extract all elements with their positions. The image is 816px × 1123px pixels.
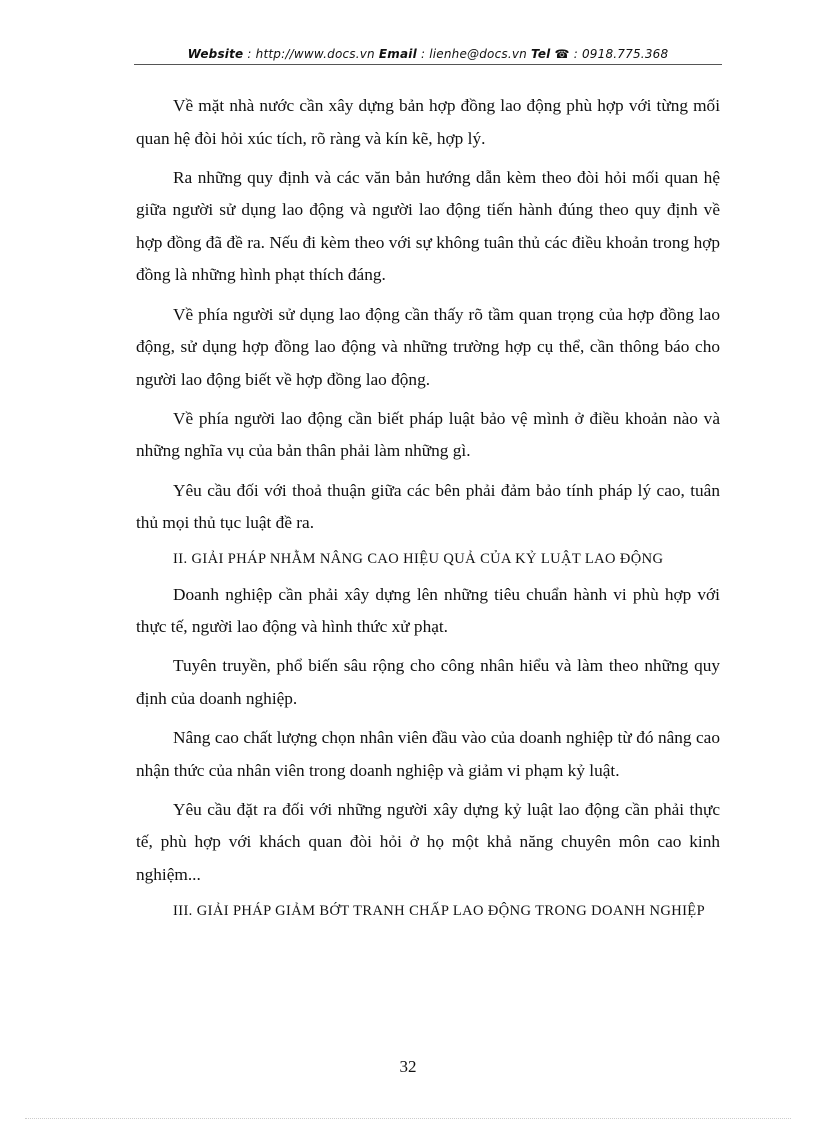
- paragraph-8: Nâng cao chất lượng chọn nhân viên đầu vào của doanh nghiệp từ đó nâng cao nhận thức của nhân viên trong doanh nghiệp và giảm vi phạm kỷ luật.: [136, 728, 720, 780]
- paragraph-6: Doanh nghiệp cần phải xây dựng lên những tiêu chuẩn hành vi phù hợp với thực tế, người lao động và hình thức xử phạt.: [136, 584, 720, 637]
- paragraph-4: Về phía người lao động cần biết pháp luật bảo vệ mình ở điều khoản nào và những nghĩa vụ của bản thân phải làm những gì.: [136, 408, 720, 461]
- bottom-divider: [25, 1118, 791, 1119]
- website-label: Website: [187, 47, 244, 61]
- phone-icon: ☎: [554, 47, 570, 61]
- section-heading-2: II. GIẢI PHÁP NHẰM NÂNG CAO HIỆU QUẢ CỦA KỶ LUẬT LAO ĐỘNG: [173, 551, 664, 568]
- page-number: 32: [399, 1057, 417, 1076]
- website-url: : http://www.docs.vn: [247, 47, 375, 61]
- document-body: [136, 90, 720, 931]
- paragraph-9: Yêu cầu đặt ra đối với những người xây dựng kỷ luật lao động cần phải thực tế, phù hợp với khách quan đòi hỏi ở họ một khả năng chuyên môn cao kinh nghiệm...: [136, 799, 720, 884]
- paragraph-3: Về phía người sử dụng lao động cần thấy rõ tầm quan trọng của hợp đồng lao động, sử dụng hợp đồng lao động và những trường hợp cụ thể, cần thông báo cho người lao động biết về hợp đồng lao động.: [136, 304, 720, 389]
- paragraph-2: Ra những quy định và các văn bản hướng dẫn kèm theo đòi hỏi mối quan hệ giữa người sử dụng lao động và người lao động tiến hành đúng theo quy định về hợp đồng đã đề ra. Nếu đi kèm theo với sự không tuân thủ các điều khoản trong hợp đồng là những hình phạt thích đáng.: [136, 167, 720, 285]
- paragraph-7: Tuyên truyền, phổ biến sâu rộng cho công nhân hiểu và làm theo những quy định của doanh nghiệp.: [136, 656, 720, 708]
- paragraph-5: Yêu cầu đối với thoả thuận giữa các bên phải đảm bảo tính pháp lý cao, tuân thủ mọi thủ tục luật đề ra.: [136, 480, 720, 533]
- section-heading-3: III. GIẢI PHÁP GIẢM BỚT TRANH CHẤP LAO ĐỘNG TRONG DOANH NGHIỆP: [173, 903, 706, 920]
- page-header: [134, 47, 722, 65]
- paragraph-1: Về mặt nhà nước cần xây dựng bản hợp đồng lao động phù hợp với từng mối quan hệ đòi hỏi xúc tích, rõ ràng và kín kẽ, hợp lý.: [136, 96, 720, 148]
- tel-label: Tel: [531, 47, 551, 61]
- email-value: : lienhe@docs.vn: [420, 47, 527, 61]
- email-label: Email: [378, 47, 417, 61]
- tel-value: : 0918.775.368: [573, 47, 669, 61]
